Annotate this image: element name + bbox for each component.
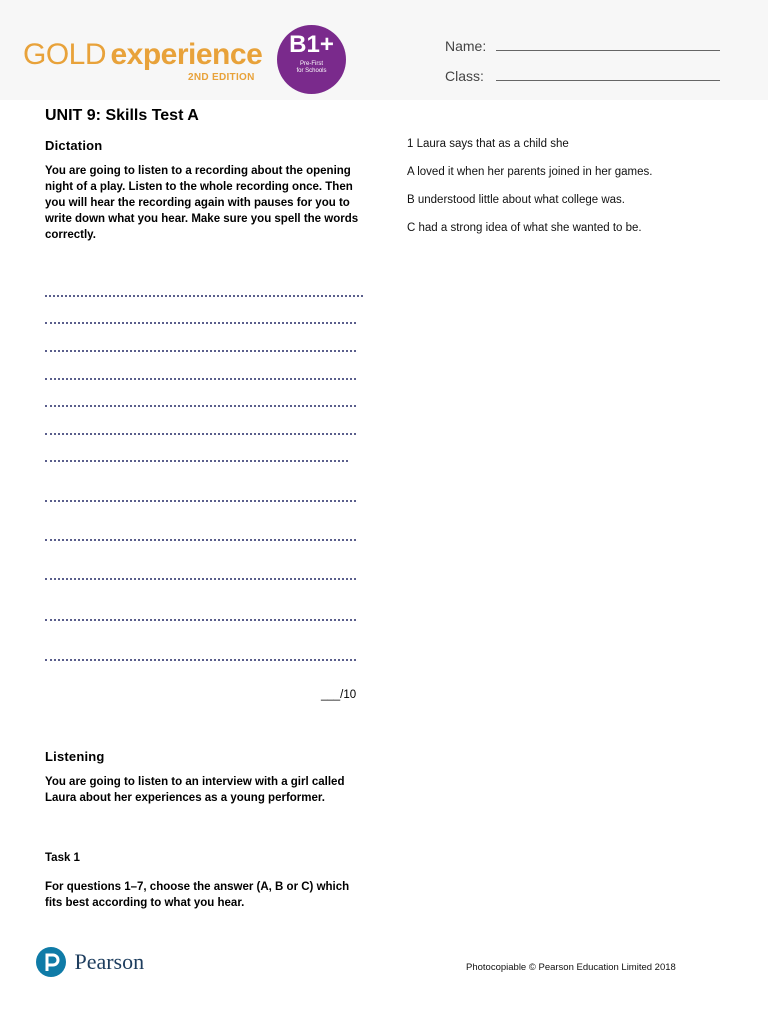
dictation-score: ___/10 bbox=[321, 689, 357, 701]
brand-gold: GOLD bbox=[23, 38, 107, 71]
answer-line[interactable] bbox=[45, 322, 356, 324]
pearson-logo bbox=[36, 947, 144, 977]
answer-line[interactable] bbox=[45, 619, 356, 621]
option-a[interactable]: A loved it when her parents joined in her games. bbox=[407, 166, 653, 178]
brand-experience: experience bbox=[110, 38, 263, 71]
task-instructions: For questions 1–7, choose the answer (A, B or C) which fits best according to what you hear. bbox=[45, 881, 350, 909]
answer-line[interactable] bbox=[45, 539, 356, 541]
edition-label: 2ND EDITION bbox=[188, 72, 255, 83]
dictation-heading: Dictation bbox=[45, 138, 103, 153]
badge-sub-1: Pre-First bbox=[300, 61, 323, 67]
brand-logo bbox=[23, 38, 262, 72]
level-badge bbox=[277, 25, 346, 94]
answer-line[interactable] bbox=[45, 460, 348, 462]
option-c[interactable]: C had a strong idea of what she wanted to be. bbox=[407, 222, 642, 234]
pearson-p-icon bbox=[36, 947, 66, 977]
question-stem: 1 Laura says that as a child she bbox=[407, 138, 569, 150]
badge-sub-2: for Schools bbox=[296, 68, 327, 74]
pearson-wordmark: Pearson bbox=[74, 949, 145, 974]
answer-line[interactable] bbox=[45, 500, 356, 502]
listening-heading: Listening bbox=[45, 749, 105, 764]
name-line[interactable] bbox=[496, 50, 720, 51]
answer-line[interactable] bbox=[45, 578, 356, 580]
option-b[interactable]: B understood little about what college was. bbox=[407, 194, 625, 206]
page-title: UNIT 9: Skills Test A bbox=[45, 107, 199, 124]
answer-line[interactable] bbox=[45, 378, 356, 380]
answer-line[interactable] bbox=[45, 405, 356, 407]
dictation-instructions: You are going to listen to a recording about the opening night of a play. Listen to the whole recording once. Then you will hear the recording again with pauses for you to write down what you hear. Make sure you spell the words correctly. bbox=[45, 165, 359, 241]
listening-instructions: You are going to listen to an interview with a girl called Laura about her experiences as a young performer. bbox=[45, 776, 345, 804]
answer-line[interactable] bbox=[45, 659, 356, 661]
class-label: Class: bbox=[445, 68, 484, 84]
answer-line[interactable] bbox=[45, 433, 356, 435]
answer-line[interactable] bbox=[45, 295, 363, 297]
name-label: Name: bbox=[445, 38, 487, 54]
badge-level: B1+ bbox=[289, 31, 334, 58]
copyright-text: Photocopiable © Pearson Education Limited 2018 bbox=[466, 962, 676, 973]
answer-line[interactable] bbox=[45, 350, 356, 352]
task-label: Task 1 bbox=[45, 852, 80, 864]
class-line[interactable] bbox=[496, 80, 720, 81]
